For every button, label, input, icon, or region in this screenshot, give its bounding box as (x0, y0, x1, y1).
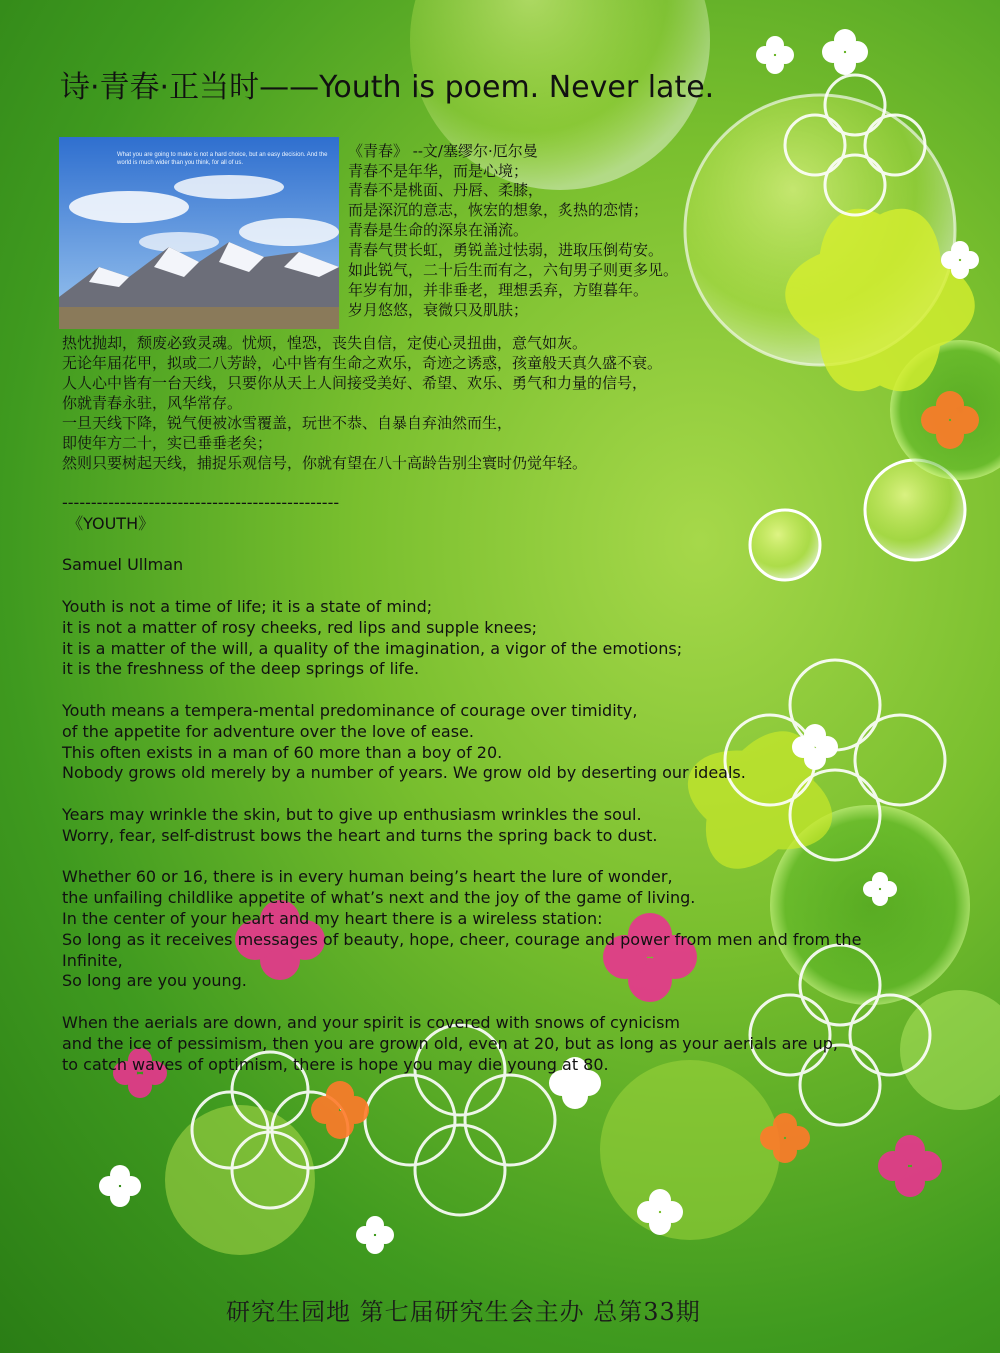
cn-poem-heading: 《青春》 --文/塞缪尔·厄尔曼 (348, 142, 538, 160)
english-poem (62, 493, 962, 1075)
footer-issue-info: 研究生园地 第七届研究生会主办 总第33期 (226, 1298, 701, 1326)
mountain-photo (59, 137, 339, 329)
poem-stanza: Years may wrinkle the skin, but to give up enthusiasm wrinkles the soul. Worry, fear, self-distrust bows the heart and turns the spring back to dust. (62, 804, 658, 845)
cn-poem-line: 你就青春永驻，风华常存。 (62, 394, 243, 412)
poem-stanza: Youth means a tempera-mental predominance of courage over timidity, of the appetite for adventure over the love of ease. This often exists in a man of 60 more than a boy of 20. Nobody grows old merely by a number of years. We grow old by deserting our ideals. (62, 700, 746, 783)
cn-poem-line: 无论年届花甲，拟或二八芳龄，心中皆有生命之欢乐，奇迹之诱惑，孩童般天真久盛不衰。 (62, 354, 663, 372)
poem-stanza: Whether 60 or 16, there is in every human being’s heart the lure of wonder, the unfailing childlike appetite of what’s next and the joy of the game of living. In the center of your heart and my heart there is a wireless station: So long as it receives messages of beauty, hope, cheer, courage and power from men and from the Infinite, So long are you young. (62, 867, 862, 991)
cn-poem-line: 青春不是桃面、丹唇、柔膝， (348, 181, 544, 199)
cn-poem-line: 人人心中皆有一台天线，只要你从天上人间接受美好、希望、欢乐、勇气和力量的信号， (62, 374, 648, 392)
poem-stanza: Youth is not a time of life; it is a state of mind; it is not a matter of rosy cheeks, red lips and supple knees; it is a matter of the will, a quality of the imagination, a vigor of the emotions; it is the freshness of the deep springs of life. (62, 596, 683, 679)
cn-poem-line: 如此锐气，二十后生而有之，六旬男子则更多见。 (348, 261, 679, 279)
cn-poem-line: 岁月悠悠，衰微只及肌肤； (348, 301, 529, 319)
divider-line: ------------------------------------------------ (62, 493, 340, 512)
page-title: 诗·青春·正当时——Youth is poem. Never late. (60, 70, 715, 105)
cn-poem-line: 青春是生命的深泉在涌流。 (348, 221, 529, 239)
photo-caption: What you are going to make is not a hard choice, but an easy decision. And the world is much wider than you think, for all of us. (117, 152, 328, 166)
cn-poem-line: 青春气贯长虹，勇锐盖过怯弱，进取压倒苟安。 (348, 241, 664, 259)
bubble (165, 1105, 315, 1255)
poem-title: 《YOUTH》 (62, 513, 155, 533)
cn-poem-line: 而是深沉的意志，恢宏的想象，炙热的恋情； (348, 201, 649, 219)
poem-stanza: When the aerials are down, and your spirit is covered with snows of cynicism and the ice of pessimism, then you are grown old, even at 20, but as long as your aerials are up, to catch waves of optimism, there is hope you may die young at 80. (62, 1012, 838, 1074)
bubble (600, 1060, 780, 1240)
cn-poem-line: 青春不是年华，而是心境； (348, 162, 529, 180)
cn-poem-line: 热忱抛却，颓废必致灵魂。忧烦，惶恐，丧失自信，定使心灵扭曲，意气如灰。 (62, 334, 588, 352)
poem-author: Samuel Ullman (62, 555, 184, 575)
cn-poem-line: 然则只要树起天线，捕捉乐观信号，你就有望在八十高龄告别尘寰时仍觉年轻。 (62, 454, 588, 472)
cn-poem-line: 一旦天线下降，锐气便被冰雪覆盖，玩世不恭、自暴自弃油然而生， (62, 414, 513, 432)
cn-poem-line: 即使年方二十，实已垂垂老矣； (62, 434, 273, 452)
cn-poem-line: 年岁有加，并非垂老，理想丢弃，方堕暮年。 (348, 281, 649, 299)
